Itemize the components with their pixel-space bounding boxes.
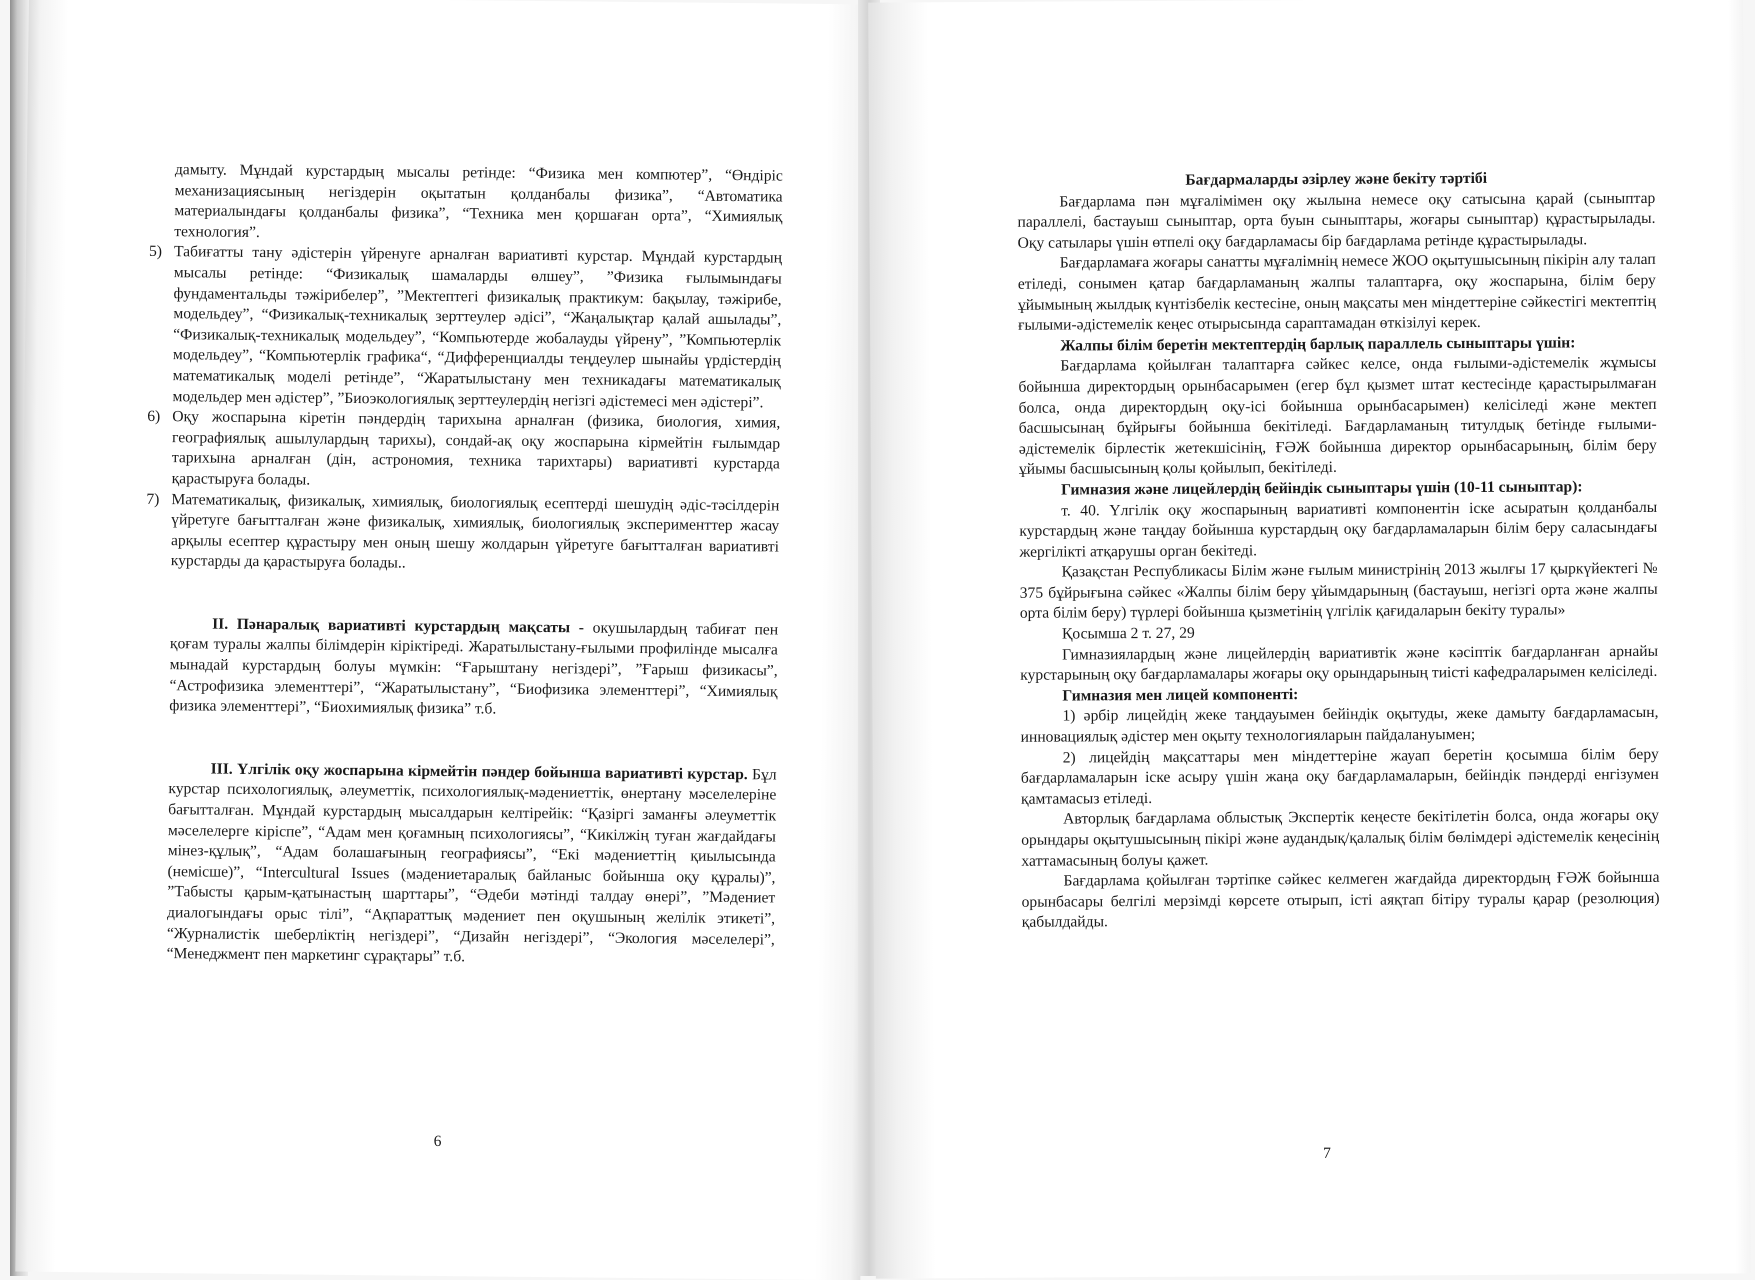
- paragraph: Қосымша 2 т. 27, 29: [1061, 624, 1195, 643]
- intro-paragraph: дамыту. Мұндай курстардың мысалы ретінде: “Физика мен компютер”, “Өндіріс механизациясының негіздерін оқытатын қолданбалы физика”, “Автоматика материалындағы қолданбалы физика”, “Техника мен қоршаған орта”, “Химиялық технология”.: [174, 161, 783, 241]
- left-page-text: [146, 160, 783, 971]
- list-number: 5): [148, 243, 163, 261]
- page-title: Бағдармаларды әзірлеу және бекіту тәртібі: [1185, 169, 1488, 189]
- list-item: [147, 242, 782, 413]
- paragraph: Бағдарлама пән мұғалімімен оқу жылына немесе оқу сатысына қарай (сыныптар параллелі, бастауыш сыныптар, орта буын сыныптары, жоғары сыныптар) құрастырылады. Оқу сатылары үшін өтпелі оқу бағдарламасы бір бағдарлама ретінде құрастырылады.: [1017, 189, 1656, 252]
- section-heading: Гимназия мен лицей компоненті:: [1062, 685, 1299, 705]
- paragraph: Бағдарламаға жоғары санатты мұғалімнің немесе ЖОО оқытушысының пікірін алу талап етіледі, сонымен қатар бағдарламаның жалпы талаптарға, оқу жоспарына, білім беру ұйымының жылдық күнтізбелік кестесіне, оның мақсаты мен міндеттеріне сәйкестігі мектептің ғылыми-әдістемелік кеңес отырысында сараптамадан өткізілуі керек.: [1017, 251, 1656, 334]
- paragraph: т. 40. Үлгілік оқу жоспарының вариативті компонентін іске асыратын қолданбалы курстардың және таңдау бойынша курстардың оқу бағдарламаларын білім беру саласындағы жергілікті атқарушы орган бекітеді.: [1019, 498, 1658, 561]
- page-number: 7: [1323, 1144, 1331, 1162]
- list-text: Табиғатты тану әдістерін үйренуге арналған вариативті курстар. Мұндай курстардың мысалы ретінде: “Физикалық шамаларды өлшеу”, ”Физика ғылымындағы фундаментальды тәжірибелер”, ”Мектептегі физикалық практикум: бақылау, тәжірибе, модельдеу”, “Физикалық-техникалық зерттеулер әдісі”, “Жаңалықтар қалай ашылады”, “Физикалық-техникалық модельдеу”, “Компьютерде жобалауды үйрену”, ”Компьютерлік модельдеу”, “Компьютерлік графика“, “Дифференциалды теңдеулер шынайы үрдістердің математикалық моделі ретінде”, “Жаратылыстану мен техникадағы математикалық модельдер мен әдістер”, ”Биоэкологиялық зерттеулердің негізгі әдістемесі мен әдістері”.: [172, 243, 783, 411]
- list-text: Оқу жоспарына кіретін пәндердің тарихына арналған (физика, биология, химия, географиялық ашылулардың тарихы), сондай-ақ оқу жоспарына кірмейтін ғылымдар тарихына арналған (дін, астрономия, техника тарихтары) вариативті курстарда қарастыруға болады.: [171, 408, 781, 489]
- section-3-text: Бұл курстар психологиялық, әлеуметтік, психологиялық-мәдениеттік, өнертану мәселелеріне бағытталған. Мұндай курстардың мысалдарын келтірейік: “Қазіргі заманғы әлеуметтік мәселелерге кіріспе”, “Адам мен қоғамның психологиясы”, “Кикілжің туған жағдайдағы мінез-құлық”, “Адам болашағының географиясы”, “Екі мәдениеттің қиылысында (немісше)”, “Intercultural Issues (мәдениетаралық байланыс бойынша оқу құралы)”, ”Табысты қарым-қатынастың шарттары”, “Әдеби мәтінді талдау өнері”, ”Мәдениет диалогындағы орыс тілі”, “Ақпараттық мәдениет пен оқушының желілік этикеті”, “Журналистік шеберліктің негіздері”, “Дизайн негіздері”, “Экология мәселелері”, “Менеджмент пен маркетинг сұрақтары” т.б.: [166, 766, 777, 966]
- list-text: Математикалық, физикалық, химиялық, биологиялық есептерді шешудің әдіс-тәсілдерін үйретуге бағытталған және физикалық, химиялық, биологиялық эксперименттер жасау арқылы есептер құрастыру мен оның шешу жолдарын үйретуге бағытталған вариативті курстарды да қарастыруға болады..: [170, 490, 780, 572]
- section-3-paragraph: [167, 759, 777, 971]
- list-number: 7): [146, 490, 160, 508]
- list-number: 6): [147, 408, 161, 426]
- right-page-text: [1017, 168, 1660, 934]
- paragraph: Авторлық бағдарлама облыстық Экспертік кеңесте бекітілетін болса, онда жоғары оқу орындары оқытушысының пікірі және аудандық/қалалық білім бөлімдері әдістемелік кеңесінің хаттамасының болуы қажет.: [1021, 807, 1660, 870]
- list-item: [146, 489, 780, 578]
- section-3-heading: ІІІ. Үлгілік оқу жоспарына кірмейтін пәндер бойынша вариативті курстар.: [210, 760, 748, 784]
- paragraph: 1) әрбір лицейдің жеке таңдауымен бейіндік оқытуды, жеке дамыту бағдарламасын, инновациялық әдістер мен оқыту технологияларын пайдалануымен;: [1020, 704, 1659, 746]
- section-2-text: окушылардың табиғат пен қоғам туралы жалпы білімдерін кіріктіреді. Жаратылыстану-ғылыми профилінде мысалға мынадай курстардың болуы мүмкін: “Ғарыштану негіздері”, ”Ғарыш физикасы”, “Астрофизика элементтері”, “Жаратылыстану”, “Биофизика элементтері”, “Химиялық физика элементтері”, “Биохимиялық физика” т.б.: [169, 619, 779, 718]
- left-page: [15, 0, 873, 1280]
- section-heading: Гимназия және лицейлердің бейіндік сыныптары үшін (10-11 сыныптар):: [1061, 478, 1583, 499]
- paragraph: Гимназиялардың және лицейлердің вариативтік және кәсіптік бағдарланған арнайы курстарының оқу бағдарламалары жоғары оқу орындарының тиісті кафедраларымен келісіледі.: [1020, 642, 1659, 685]
- list-item: [147, 407, 781, 496]
- paragraph: 2) лицейдің мақсаттары мен міндеттеріне жауап беретін қосымша білім беру бағдарламаларын іске асыру үшін жаңа оқу бағдарламаларын, бейіндік пәндерді енгізумен қамтамасыз етіледі.: [1020, 745, 1659, 808]
- section-heading: Жалпы білім беретін мектептердің барлық параллель сыныптары үшін:: [1060, 334, 1576, 355]
- page-number: 6: [433, 1132, 442, 1150]
- section-2-paragraph: [169, 614, 778, 723]
- right-page: [868, 0, 1751, 1279]
- paragraph: Бағдарлама қойылған талаптарға сәйкес келсе, онда ғылыми-әдістемелік жұмысы бойынша директордың орынбасарымен (егер бұл қызмет штат кестесінде қарастырылмаған болса, онда директордың оқу-ісі бойынша орынбасарымен) келісіледі және мектеп басшысынаң бұйрығы бойынша бекітіледі. Бағдарламаның титулдық бетінде ғылыми-әдістемелік бірлестік жетекшісінің, ҒӘЖ бойынша директор орынбасарының, білім беру ұйымы басшысының қолы қойылып, бекітіледі.: [1018, 354, 1657, 479]
- section-2-heading: ІІ. Пәнаралық вариативті курстардың мақсаты -: [212, 615, 585, 637]
- paragraph: Бағдарлама қойылған тәртіпке сәйкес келмеген жағдайда директордың ҒӘЖ бойынша орынбасары белгілі мерзімді көрсете отырып, істі аяқтап бітіру туралы қарар (резолюция) қабылдайды.: [1021, 869, 1660, 932]
- paragraph: Қазақстан Республикасы Білім және ғылым министрінің 2013 жылғы 17 қыркүйектегі № 375 бұйрығына сәйкес «Жалпы білім беру ұйымдарының (бастауыш, негізгі орта және жалпы орта білім беру) түрлері бойынша қызметінің үлгілік қағидаларын бекіту туралы»: [1019, 560, 1658, 623]
